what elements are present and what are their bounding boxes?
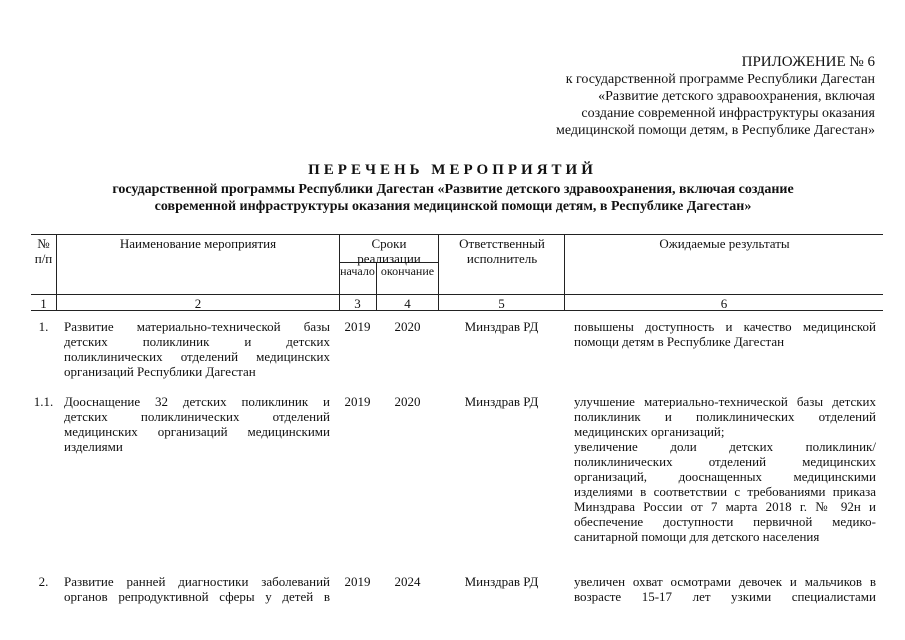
appendix-line: к государственной программе Республики Дагестан [565, 72, 875, 87]
row-end: 2020 [394, 394, 421, 409]
header-end: окончание [380, 264, 435, 278]
row-end: 2020 [394, 319, 421, 334]
row-number: 1.1. [33, 394, 54, 409]
header-results: Ожидаемые результаты [659, 236, 790, 251]
row-executor: Минздрав РД [464, 394, 539, 409]
row-end: 2024 [394, 574, 421, 589]
row-start: 2019 [344, 319, 371, 334]
row-result: повышены доступность и качество медицинской помощи детям в Республике Дагестан [574, 319, 876, 349]
header-no: № п/п [34, 236, 53, 266]
appendix-line: «Развитие детского здравоохранения, включая [598, 89, 875, 104]
header-bottom-rule [31, 294, 883, 295]
row-executor: Минздрав РД [464, 574, 539, 589]
row-number: 1. [38, 319, 49, 334]
document-title: ПЕРЕЧЕНЬ МЕРОПРИЯТИЙ [308, 162, 597, 178]
row-start: 2019 [344, 574, 371, 589]
header-timing: Сроки реализации [357, 236, 421, 266]
appendix-line: создание современной инфраструктуры оказания [581, 106, 875, 121]
row-name: Дооснащение 32 детских поликлиник и детских поликлинических отделений медицинских организаций медицинскими изделиями [64, 394, 330, 454]
header-name: Наименование мероприятия [119, 236, 277, 251]
column-number: 2 [194, 296, 202, 311]
row-result: улучшение материально-технической базы детских поликлиник и поликлинических отделений медицинских организаций; [574, 394, 876, 439]
appendix-block [475, 54, 875, 139]
column-number: 3 [354, 296, 361, 311]
row-name: Развитие ранней диагностики заболеваний органов репродуктивной сферы у детей в [64, 574, 330, 604]
subtitle-line: современной инфраструктуры оказания медицинской помощи детям, в Республике Дагестан» [154, 199, 752, 214]
subtitle-line: государственной программы Республики Дагестан «Развитие детского здравоохранения, включая создание [112, 182, 794, 197]
column-number: 6 [720, 296, 728, 311]
table-top-border [31, 234, 883, 235]
appendix-title: ПРИЛОЖЕНИЕ № 6 [741, 54, 875, 70]
row-name: Развитие материально-технической базы детских поликлиник и детских поликлинических отделений медицинских организаций Республики Дагестан [64, 319, 330, 379]
document-subtitle [40, 181, 866, 215]
header-start: начало [340, 264, 375, 278]
row-executor: Минздрав РД [464, 319, 539, 334]
column-number: 5 [498, 296, 505, 311]
row-start: 2019 [344, 394, 371, 409]
row-result: увеличение доли детских поликлиник/поликлинических отделений медицинских организаций, дооснащенных медицинскими изделиями в соответствии с требованиями приказа Минздрава России от 7 марта 2018 г. № 92н и обеспечение доступности первичной медико-санитарной помощи для детского населения [574, 439, 876, 544]
appendix-line: медицинской помощи детям, в Республике Дагестан» [555, 123, 875, 138]
column-number: 4 [404, 296, 411, 311]
column-number: 1 [40, 296, 47, 311]
header-executor: Ответственный исполнитель [459, 236, 545, 266]
row-number: 2. [38, 574, 49, 589]
row-result: увеличен охват осмотрами девочек и мальчиков в возрасте 15-17 лет узкими специалистами [574, 574, 876, 604]
